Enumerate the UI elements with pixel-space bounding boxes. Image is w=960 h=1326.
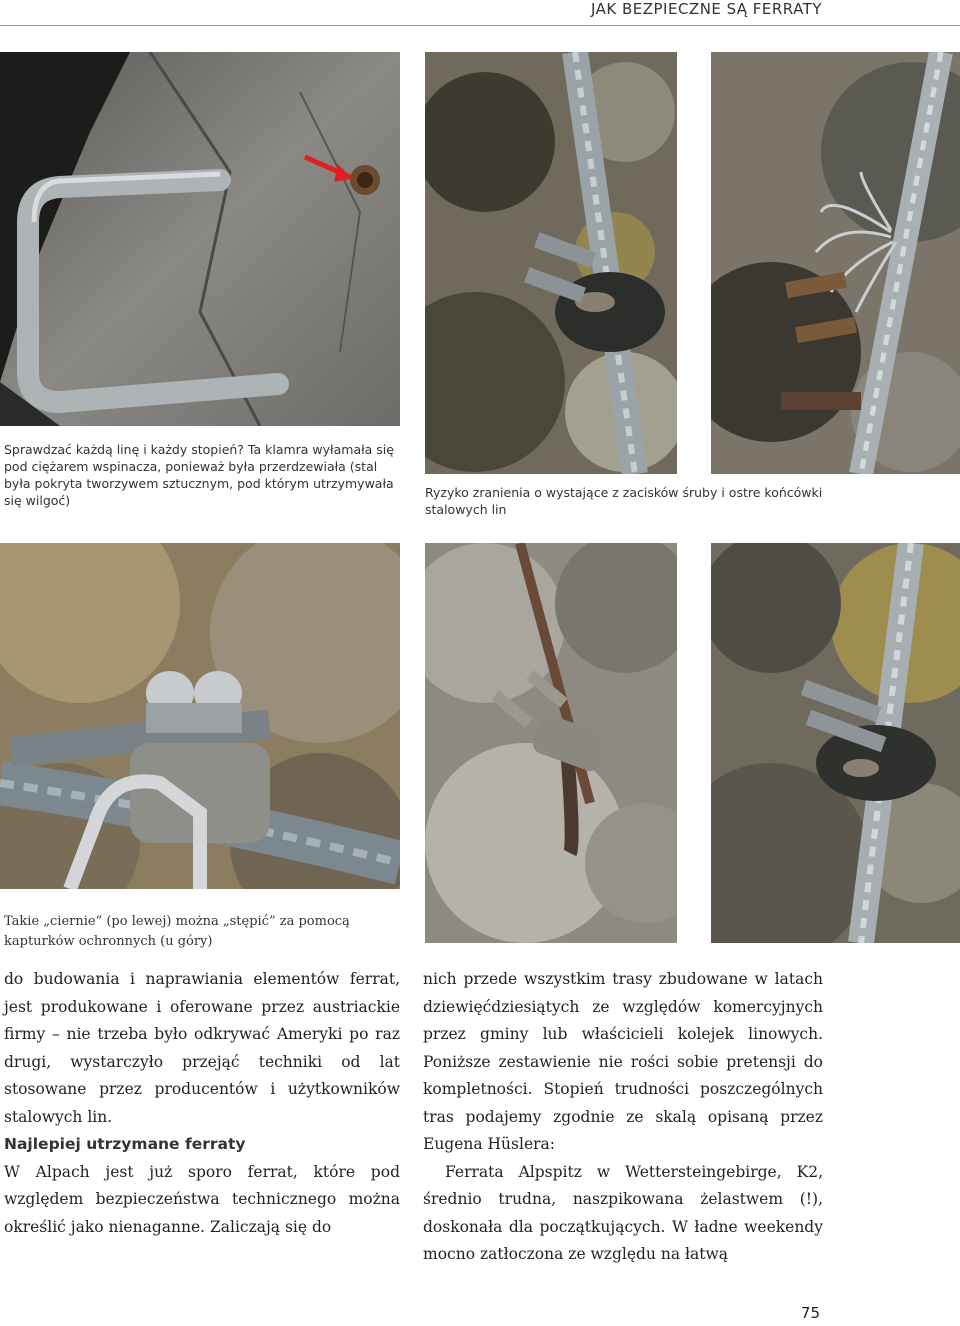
section-heading: Najlepiej utrzymane ferraty bbox=[4, 1135, 246, 1153]
photo-frayed-wire bbox=[711, 52, 960, 474]
body-paragraph: Ferrata Alpspitz w Wettersteingebirge, K2, średnio trudna, naszpikowana żelastwem (!), doskonała dla początkujących. W ładne weekendy mocno zatłoczona ze względu na łatwą bbox=[423, 1162, 823, 1263]
caption-broken-rung: Sprawdzać każdą linę i każdy stopień? Ta klamra wyłamała się pod ciężarem wspinacza, ponieważ była przerdzewiała (stal była pokryta tworzywem sztucznym, pod którym utrzymywała się wilgoć) bbox=[4, 442, 394, 508]
photo-long-bolts bbox=[711, 543, 960, 943]
body-paragraph: W Alpach jest już sporo ferrat, które pod względem bezpieczeństwa technicznego można określić jako nienaganne. Zaliczają się do bbox=[4, 1162, 400, 1236]
page-number: 75 bbox=[800, 1304, 820, 1322]
caption-clamps: Ryzyko zranienia o wystające z zacisków śruby i ostre końcówki stalowych lin bbox=[425, 485, 823, 517]
photo-clamp-bolts bbox=[425, 52, 677, 474]
body-column-left bbox=[4, 966, 400, 1241]
body-paragraph: nich przede wszystkim trasy zbudowane w latach dziewięćdziesiątych ze względów komercyjnych przez gminy lub właścicieli kolejek linowych. Poniższe zestawienie nie rości sobie pretensji do kompletności. Stopień trudności poszczególnych tras podajemy zgodnie ze skalą opisaną przez Eugena Hüslera: bbox=[423, 970, 823, 1153]
caption-capped: Takie „ciernie” (po lewej) można „stępić” za pomocą kapturków ochronnych (u góry) bbox=[4, 914, 350, 949]
photo-capped-nuts bbox=[0, 543, 400, 889]
header-rule bbox=[0, 25, 960, 26]
photo-rusty-clamp bbox=[425, 543, 677, 943]
photo-broken-rung bbox=[0, 52, 400, 426]
body-column-right bbox=[423, 966, 823, 1269]
running-header: JAK BEZPIECZNE SĄ FERRATY bbox=[590, 0, 822, 18]
body-paragraph: do budowania i naprawiania elementów ferrat, jest produkowane i oferowane przez austriackie firmy – nie trzeba było odkrywać Ameryki po raz drugi, wystarczyło przejąć techniki od lat stosowane przez producentów i użytkowników stalowych lin. bbox=[4, 970, 400, 1126]
